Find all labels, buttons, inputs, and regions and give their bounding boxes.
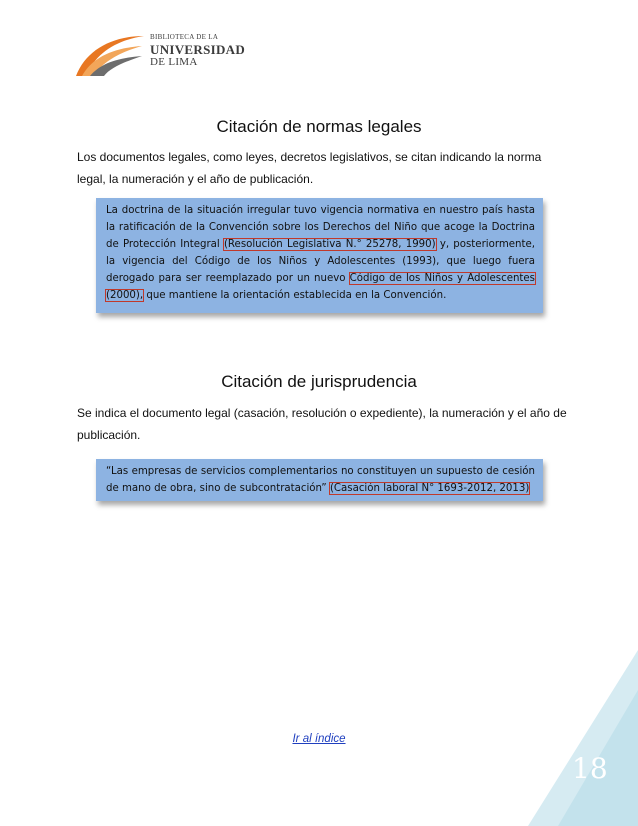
- university-library-logo: [72, 30, 246, 80]
- page-corner-decoration: [528, 650, 638, 826]
- logo-line-2: UNIVERSIDAD: [150, 42, 246, 57]
- logo-line-3: DE LIMA: [150, 56, 198, 68]
- example-text: y, posteriormente, la vigencia del Código de los Niños y Adolescentes (1993), que luego fuera derogado para ser reemplazado por un nuevo: [106, 239, 535, 284]
- example-text: La doctrina de la situación irregular tuvo vigencia normativa en nuestro país hasta la ratificación de la Convención sobre los Derechos del Niño que acoge la Doctrina de Protección Integral: [106, 205, 535, 250]
- example-text: que mantiene la orientación establecida en la Convención.: [143, 290, 447, 301]
- section-title-jurisprudence: Citación de jurisprudencia: [221, 372, 417, 391]
- section-intro-jurisprudence: Se indica el documento legal (casación, resolución o expediente), la numeración y el año de publicación.: [77, 406, 567, 442]
- example-box-legal-norms: [96, 198, 543, 313]
- example-text: “Las empresas de servicios complementarios no constituyen un supuesto de cesión de mano de obra, sino de subcontratación”: [106, 466, 535, 494]
- section-title-legal-norms: Citación de normas legales: [216, 117, 422, 136]
- page-number: 18: [572, 752, 608, 785]
- citation-highlight: (Casación laboral N° 1693-2012, 2013): [329, 483, 530, 494]
- logo-text: [150, 34, 245, 68]
- logo-line-1: BIBLIOTECA DE LA: [150, 33, 219, 41]
- go-to-index-link[interactable]: Ir al índice: [292, 733, 346, 745]
- logo-emblem-icon: [72, 30, 152, 80]
- citation-highlight: (Resolución Legislativa N.° 25278, 1990): [223, 239, 436, 250]
- citation-highlight: Código de los Niños y Adolescentes (2000),: [106, 273, 535, 301]
- example-box-jurisprudence: [96, 459, 543, 501]
- section-intro-legal-norms: Los documentos legales, como leyes, decretos legislativos, se citan indicando la norma legal, la numeración y el año de publicación.: [77, 150, 542, 186]
